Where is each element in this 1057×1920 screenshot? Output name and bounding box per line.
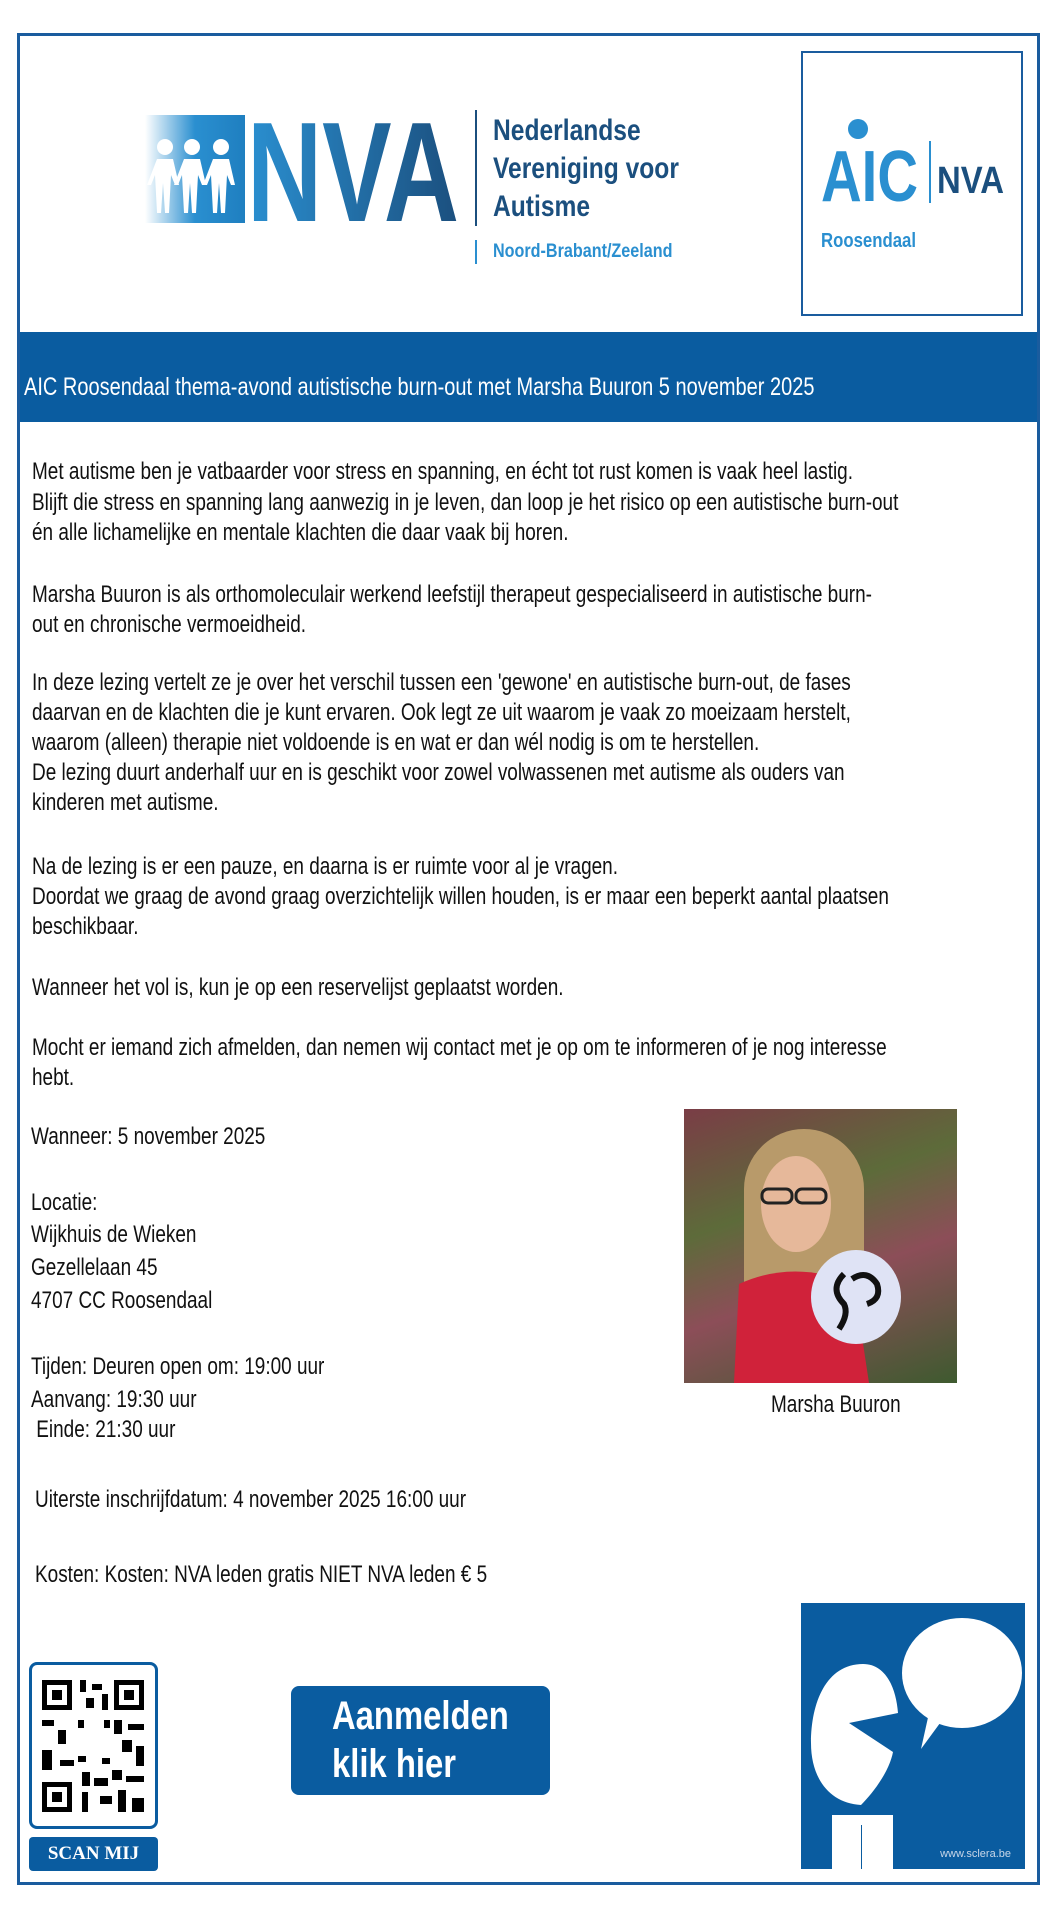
org-name xyxy=(493,112,679,226)
body-line: Na de lezing is er een pauze, en daarna is er ruimte voor al je vragen. xyxy=(32,853,618,880)
body-line: daarvan en de klachten die je kunt ervaren. Ook legt ze uit waarom je vaak zo moeizaam herstelt, xyxy=(32,699,851,726)
qr-code-icon xyxy=(32,1665,155,1826)
body-line: kinderen met autisme. xyxy=(32,789,219,816)
speaking-person-pictogram xyxy=(801,1603,1025,1869)
org-region: Noord-Brabant/Zeeland xyxy=(493,241,673,262)
nva-people-icon xyxy=(145,115,460,223)
speech-person-icon xyxy=(801,1603,1025,1869)
times-line: Einde: 21:30 uur xyxy=(31,1416,176,1443)
qr-code[interactable] xyxy=(29,1662,158,1829)
times-line: Aanvang: 19:30 uur xyxy=(31,1386,197,1413)
aic-nva-text: NVA xyxy=(937,160,1004,202)
aic-nva-logo xyxy=(801,51,1023,316)
speaker-caption: Marsha Buuron xyxy=(771,1391,901,1418)
event-date: Wanneer: 5 november 2025 xyxy=(31,1123,266,1150)
body-line: waarom (alleen) therapie niet voldoende is en wat er dan wél nodig is om te herstellen. xyxy=(32,729,760,756)
body-line: hebt. xyxy=(32,1064,75,1091)
logo-divider xyxy=(475,240,477,264)
body-line: beschikbaar. xyxy=(32,913,139,940)
signup-button-line: Aanmelden xyxy=(332,1694,509,1738)
body-line: én alle lichamelijke en mentale klachten die daar vaak bij horen. xyxy=(32,519,569,546)
body-line: Marsha Buuron is als orthomoleculair werkend leefstijl therapeut gespecialiseerd in autistische burn- xyxy=(32,581,872,608)
body-line: Mocht er iemand zich afmelden, dan nemen wij contact met je op om te informeren of je nog interesse xyxy=(32,1034,887,1061)
org-name-line: Autisme xyxy=(493,190,591,223)
location-line: 4707 CC Roosendaal xyxy=(31,1287,213,1314)
scan-me-label: SCAN MIJ xyxy=(29,1837,158,1871)
body-line: In deze lezing vertelt ze je over het verschil tussen een 'gewone' en autistische burn-out, de fases xyxy=(32,669,851,696)
logo-divider xyxy=(475,110,477,226)
body-line: out en chronische vermoeidheid. xyxy=(32,611,307,638)
pictogram-credit: www.sclera.be xyxy=(940,1848,1011,1860)
location-label: Locatie: xyxy=(31,1189,98,1216)
registration-deadline: Uiterste inschrijfdatum: 4 november 2025 16:00 uur xyxy=(35,1486,467,1513)
org-name-line: Nederlandse xyxy=(493,114,641,147)
nva-logo-text: NVA xyxy=(247,115,459,223)
body-line: Blijft die stress en spanning lang aanwezig in je leven, dan loop je het risico op een autistische burn-out xyxy=(32,489,899,516)
speaker-portrait xyxy=(684,1109,957,1383)
signup-button[interactable] xyxy=(291,1686,550,1795)
body-line: Doordat we graag de avond graag overzichtelijk willen houden, is er maar een beperkt aantal plaatsen xyxy=(32,883,889,910)
speaker-photo xyxy=(684,1109,957,1383)
location-line: Wijkhuis de Wieken xyxy=(31,1221,197,1248)
times-line: Tijden: Deuren open om: 19:00 uur xyxy=(31,1353,325,1380)
body-line: De lezing duurt anderhalf uur en is geschikt voor zowel volwassenen met autisme als ouders van xyxy=(32,759,845,786)
nva-logo xyxy=(145,115,460,223)
aic-location-text: Roosendaal xyxy=(821,230,916,252)
aic-logo-graphic xyxy=(803,53,1021,314)
location-line: Gezellelaan 45 xyxy=(31,1254,158,1281)
signup-button-line: klik hier xyxy=(332,1742,456,1786)
org-name-line: Vereniging voor xyxy=(493,152,679,185)
costs: Kosten: Kosten: NVA leden gratis NIET NVA leden € 5 xyxy=(35,1561,488,1588)
page-title: AIC Roosendaal thema-avond autistische burn-out met Marsha Buuron 5 november 2025 xyxy=(24,373,815,401)
aic-logo-text: AIC xyxy=(821,137,918,217)
body-line: Wanneer het vol is, kun je op een reservelijst geplaatst worden. xyxy=(32,974,564,1001)
body-line: Met autisme ben je vatbaarder voor stress en spanning, en écht tot rust komen is vaak heel lastig. xyxy=(32,458,853,485)
